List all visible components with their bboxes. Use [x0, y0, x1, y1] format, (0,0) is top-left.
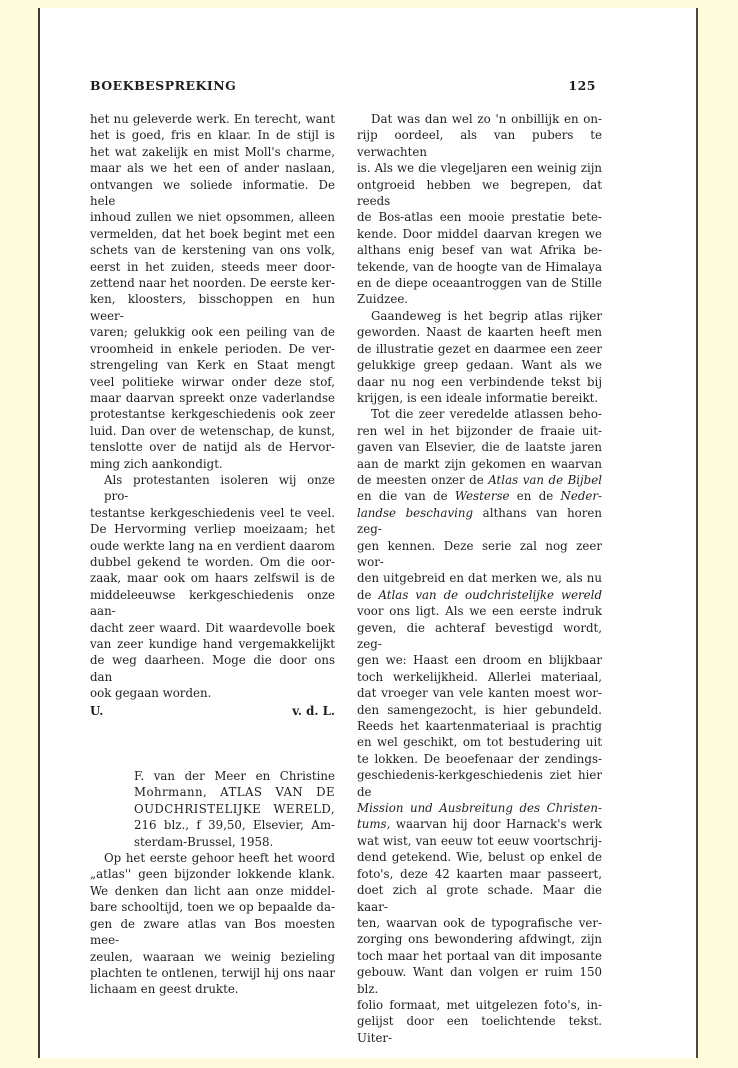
text-line: Tot die zeer veredelde atlassen beho-: [371, 407, 602, 422]
text-line: [357, 587, 602, 603]
scan-border-right: [698, 0, 738, 1068]
text-line: zeulen, waaraan we weinig bezieling: [90, 949, 335, 964]
page-edge-right: [696, 8, 698, 1058]
text-line: zorging ons bewondering afdwingt, zijn: [357, 932, 602, 947]
text-line: doet zich al grote schade. Maar die kaar-: [357, 883, 602, 914]
text-line: Reeds het kaartenmateriaal is prachtig: [357, 719, 602, 734]
text-line: De Hervorming verliep moeizaam; het: [90, 522, 335, 537]
italic-title: Westerse: [454, 489, 510, 504]
text-line: gelukkige greep gedaan. Want als we: [357, 358, 602, 373]
text-line: strengeling van Kerk en Staat mengt: [90, 358, 335, 373]
text-line: ren wel in het bijzonder de fraaie uit-: [357, 423, 602, 438]
left-paragraph-1: [90, 111, 335, 472]
text-line: testantse kerkgeschiedenis veel te veel.: [90, 505, 335, 520]
italic-title: Mission und Ausbreitung des Christen-: [357, 801, 602, 816]
scan-border-bottom: [0, 1058, 738, 1068]
text-line: protestantse kerkgeschiedenis ook zeer: [90, 407, 335, 422]
text-segment: althans van horen zeg-: [357, 505, 602, 537]
text-line: dubbel gekend te worden. Om die oor-: [90, 554, 335, 569]
text-line: voor ons ligt. Als we een eerste indruk: [357, 604, 602, 619]
text-line: toch maar het portaal van dit imposante: [357, 948, 602, 963]
text-segment: de meesten onzer de: [357, 472, 489, 487]
text-line: en de diepe oceaantroggen van de Stille: [357, 276, 602, 291]
text-line: gebouw. Want dan volgen er ruim 150 blz.: [357, 965, 602, 996]
text-line: wat wist, van eeuw tot eeuw voortschrij-: [357, 833, 602, 848]
text-line: rijp oordeel, als van pubers te verwachten: [357, 128, 602, 159]
running-head: [90, 78, 596, 93]
text-line: zettend naar het noorden. De eerste ker-: [90, 276, 335, 291]
text-line: sterdam-Brussel, 1958.: [134, 834, 274, 849]
text-line: dend getekend. Wie, belust op enkel de: [357, 850, 602, 865]
text-line: plachten te ontlenen, terwijl hij ons naar: [90, 965, 335, 980]
text-line: ming zich aankondigt.: [90, 456, 223, 471]
text-line: gaven van Elsevier, die de laatste jaren: [357, 440, 602, 455]
text-line: dat vroeger van vele kanten moest wor-: [357, 686, 602, 701]
right-column: [357, 111, 602, 1046]
text-line: [357, 800, 602, 816]
text-line: maar daarvan spreekt onze vaderlandse: [90, 390, 335, 405]
text-line: daar nu nog een verbindende tekst bij: [357, 374, 602, 389]
text-line: te lokken. De beoefenaar der zendings-: [357, 751, 602, 766]
text-line: aan de markt zijn gekomen en waarvan: [357, 456, 602, 471]
text-line: ook gegaan worden.: [90, 686, 212, 701]
text-line: vermelden, dat het boek begint met een: [90, 226, 335, 241]
text-line: het wat zakelijk en mist Moll's charme,: [90, 144, 335, 159]
right-paragraph-1: [357, 111, 602, 308]
text-line: We denken dan licht aan onze middel-: [90, 883, 335, 898]
text-segment: de: [357, 587, 379, 602]
section-title: BOEKBESPREKING: [90, 78, 237, 93]
text-line: ten, waarvan ook de typografische ver-: [357, 915, 602, 930]
right-paragraph-3: [357, 406, 602, 1046]
text-line: en wel geschikt, om tot bestudering uit: [357, 735, 602, 750]
text-line: althans enig besef van wat Afrika be-: [357, 243, 602, 258]
text-line: is. Als we die vlegeljaren een weinig zijn: [357, 161, 602, 176]
text-line: Zuidzee.: [357, 292, 409, 307]
review-signature: [90, 703, 335, 719]
text-line: bare schooltijd, toen we op bepaalde da-: [90, 900, 335, 915]
text-line: dacht zeer waard. Dit waardevolle boek: [90, 620, 335, 635]
text-line: middeleeuwse kerkgeschiedenis onze aan-: [90, 587, 335, 619]
text-line: F. van der Meer en Christine: [134, 769, 335, 784]
text-line: eerst in het zuiden, steeds meer door-: [90, 259, 335, 274]
text-line: oude werkte lang na en verdient daarom: [90, 538, 335, 553]
text-line: ontgroeid hebben we begrepen, dat reeds: [357, 177, 602, 209]
text-line: OUDCHRISTELIJKE WERELD,: [134, 801, 335, 816]
text-line: luid. Dan over de wetenschap, de kunst,: [90, 423, 335, 438]
text-line: Gaandeweg is het begrip atlas rijker: [371, 308, 602, 323]
text-line: 216 blz., f 39,50, Elsevier, Am-: [134, 818, 335, 833]
text-line: de weg daarheen. Moge die door ons dan: [90, 653, 335, 684]
text-line: tekende, van de hoogte van de Himalaya: [357, 259, 602, 274]
left-paragraph-3: [90, 850, 335, 998]
left-paragraph-2: [90, 472, 335, 702]
text-line: veel politieke wirwar onder deze stof,: [90, 374, 335, 389]
text-line: ken, kloosters, bisschoppen en hun weer-: [90, 292, 335, 323]
text-line: [357, 472, 602, 488]
text-line: krijgen, is een ideale informatie bereikt.: [357, 390, 599, 405]
text-line: den samengezocht, is hier gebundeld.: [357, 702, 602, 717]
text-line: geschiedenis-kerkgeschiedenis ziet hier de: [357, 768, 602, 799]
text-line: foto's, deze 42 kaarten maar passeert,: [357, 866, 602, 881]
scan-border-left: [0, 0, 40, 1068]
text-line: maar als we het een of ander naslaan,: [90, 161, 335, 176]
text-line: het is goed, fris en klaar. In de stijl is: [90, 128, 335, 143]
italic-title: landse beschaving: [357, 505, 474, 520]
text-line: Als protestanten isoleren wij onze pro-: [104, 472, 335, 504]
text-line: [357, 816, 602, 832]
text-line: vroomheid in enkele perioden. De ver-: [90, 341, 335, 356]
text-line: geworden. Naast de kaarten heeft men: [357, 325, 602, 340]
text-line: schets van de kerstening van ons volk,: [90, 243, 335, 258]
text-line: zaak, maar ook om haars zelfswil is de: [90, 571, 335, 586]
text-line: varen; gelukkig ook een peiling van de: [90, 325, 335, 340]
italic-title: tums,: [357, 817, 391, 832]
page-edge-left: [38, 8, 40, 1058]
text-segment: en de: [509, 489, 561, 504]
italic-title: Atlas van de oudchristelijke wereld: [378, 587, 602, 602]
left-column: [90, 111, 335, 998]
text-line: gen de zware atlas van Bos moesten mee-: [90, 916, 335, 948]
text-segment: waarvan hij door Harnack's werk: [390, 817, 602, 832]
text-line: den uitgebreid en dat merken we, als nu: [357, 571, 602, 586]
text-line: de Bos-atlas een mooie prestatie bete-: [357, 210, 602, 225]
book-reference: [90, 768, 335, 850]
text-line: gelijst door een toelichtende tekst. Uiter-: [357, 1014, 602, 1045]
italic-title: Atlas van de Bijbel: [488, 472, 602, 487]
text-line: kende. Door middel daarvan kregen we: [357, 226, 602, 241]
italic-title: Neder-: [560, 489, 602, 504]
text-line: gen we: Haast een droom en blijkbaar: [357, 653, 602, 668]
text-line: „atlas'' geen bijzonder lokkende klank.: [90, 867, 335, 882]
text-line: [357, 505, 602, 538]
signature-author: v. d. L.: [292, 703, 335, 718]
text-line: inhoud zullen we niet opsommen, alleen: [90, 210, 335, 225]
text-line: Op het eerste gehoor heeft het woord: [104, 851, 335, 866]
page-number: 125: [568, 78, 596, 93]
text-line: lichaam en geest drukte.: [90, 982, 239, 997]
text-line: geven, die achteraf bevestigd wordt, zeg-: [357, 620, 602, 651]
text-line: het nu geleverde werk. En terecht, want: [90, 112, 335, 126]
text-line: Dat was dan wel zo 'n onbillijk en on-: [371, 112, 602, 126]
right-paragraph-2: [357, 308, 602, 406]
signature-initial: U.: [90, 703, 104, 718]
text-line: tenslotte over de natijd als de Hervor-: [90, 440, 335, 455]
text-line: [357, 488, 602, 504]
book-page: [40, 8, 696, 1058]
scan-border-top: [0, 0, 738, 8]
text-line: gen kennen. Deze serie zal nog zeer wor-: [357, 538, 602, 569]
text-line: de illustratie gezet en daarmee een zeer: [357, 341, 602, 356]
text-line: ontvangen we soliede informatie. De hele: [90, 177, 335, 209]
text-line: van zeer kundige hand vergemakkelijkt: [90, 637, 335, 651]
text-line: folio formaat, met uitgelezen foto's, in-: [357, 997, 602, 1012]
text-line: toch werkelijkheid. Allerlei materiaal,: [357, 669, 602, 684]
text-segment: en die van de: [357, 489, 455, 504]
text-line: Mohrmann, ATLAS VAN DE: [134, 785, 335, 800]
